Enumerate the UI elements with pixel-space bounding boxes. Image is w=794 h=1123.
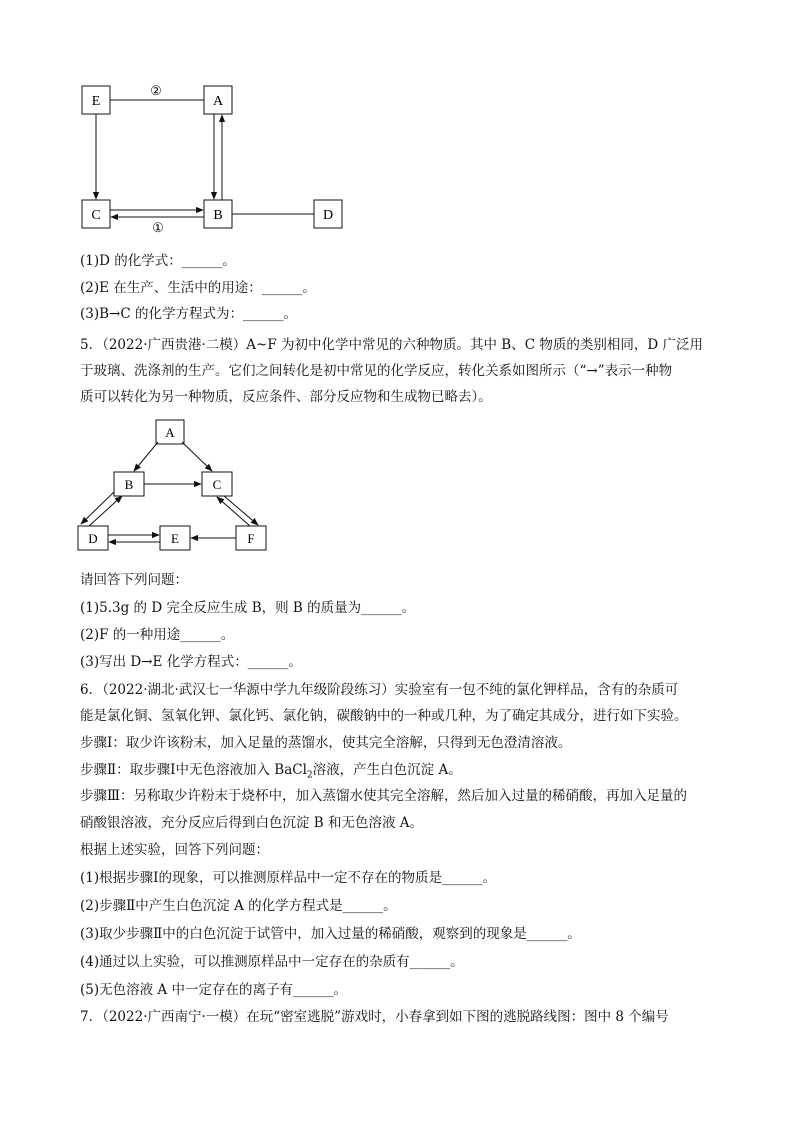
q5-part-2: (2)F 的一种用途______。 [80,627,235,643]
svg-text:C: C [212,477,222,492]
svg-text:D: D [322,208,334,223]
arrow-c-f [224,496,258,525]
q5-stem-line-1: 5．（2022·广西贵港·二模）A~F 为初中化学中常见的六种物质。其中 B、C 物质的类别相同，D 广泛用 [80,337,703,353]
q4-part-3: (3)B→C 的化学方程式为：______。 [80,306,297,322]
node-e [160,526,190,550]
q6-stem-line-2: 能是氯化铜、氢氧化钾、氯化钙、氯化钠，碳酸钠中的一种或几种，为了确定其成分，进行如下实验。 [80,708,688,724]
q4-part-1: (1)D 的化学式：______。 [80,253,236,269]
q6-step-3-line-1: 步骤Ⅲ：另称取少许粉末于烧杯中，加入蒸馏水使其完全溶解，然后加入过量的稀硝酸，再加入足量的 [80,788,688,804]
svg-text:E: E [91,94,101,109]
q5-part-3: (3)写出 D→E 化学方程式：______。 [80,654,302,670]
transformation-diagram-2 [76,416,276,556]
svg-text:A: A [212,94,224,109]
q6-intro: 根据上述实验，回答下列问题： [80,842,269,858]
q6-step-1: 步骤Ⅰ：取少许该粉末，加入足量的蒸馏水，使其完全溶解，只得到无色澄清溶液。 [80,735,572,751]
q5-intro: 请回答下列问题： [80,572,188,588]
label-2: ② [150,83,162,98]
label-1: ① [152,220,164,235]
svg-text:B: B [213,208,223,223]
svg-text:F: F [247,531,255,546]
q6-step-2: 步骤Ⅱ：取步骤Ⅰ中无色溶液加入 BaCl$_2$溶液，产生白色沉淀 A。 [80,762,462,781]
node-c [202,472,232,496]
node-f [236,526,266,550]
q5-stem-line-2: 于玻璃、洗涤剂的生产。它们之间转化是初中常见的化学反应，转化关系如图所示（“→”表示一种物 [80,363,673,379]
transformation-diagram-1 [78,80,348,240]
q6-part-3: (3)取少步骤Ⅱ中的白色沉淀于试管中，加入过量的稀硝酸，观察到的现象是______。 [80,926,581,942]
svg-text:B: B [124,477,134,492]
q6-part-1: (1)根据步骤Ⅰ的现象，可以推测原样品中一定不存在的物质是______。 [80,870,496,886]
arrow-a-c [182,442,212,471]
q6-part-5: (5)无色溶液 A 中一定存在的离子有______。 [80,982,347,998]
q4-part-2: (2)E 在生产、生活中的用途：______。 [80,280,316,296]
svg-text:E: E [171,531,179,546]
node-b [204,200,232,228]
q5-part-1: (1)5.3g 的 D 完全反应生成 B，则 B 的质量为______。 [80,600,416,616]
q6-part-4: (4)通过以上实验，可以推测原样品中一定存在的杂质有______。 [80,954,464,970]
svg-text:D: D [88,531,98,546]
node-a [156,420,184,444]
arrow-a-b [134,442,158,471]
q6-step-3-line-2: 硝酸银溶液，充分反应后得到白色沉淀 B 和无色溶液 A。 [80,815,424,831]
q6-stem-line-1: 6．（2022·湖北·武汉七一华源中学九年级阶段练习）实验室有一包不纯的氯化钾样品，含有的杂质可 [80,682,679,698]
node-b [114,472,144,496]
node-c [82,200,110,228]
node-a [204,86,232,114]
svg-text:C: C [91,208,101,223]
q7-stem-line-1: 7．（2022·广西南宁·一模）在玩“密室逃脱”游戏时，小春拿到如下图的逃脱路线图：图中 8 个编号 [80,1009,669,1025]
node-d [78,526,108,550]
arrow-f-c [217,497,250,526]
q5-stem-line-3: 质可以转化为另一种物质，反应条件、部分反应物和生成物已略去）。 [80,389,492,405]
svg-text:A: A [165,425,175,440]
node-e [82,86,110,114]
q6-part-2: (2)步骤Ⅱ中产生白色沉淀 A 的化学方程式是______。 [80,898,397,914]
node-d [314,200,342,228]
